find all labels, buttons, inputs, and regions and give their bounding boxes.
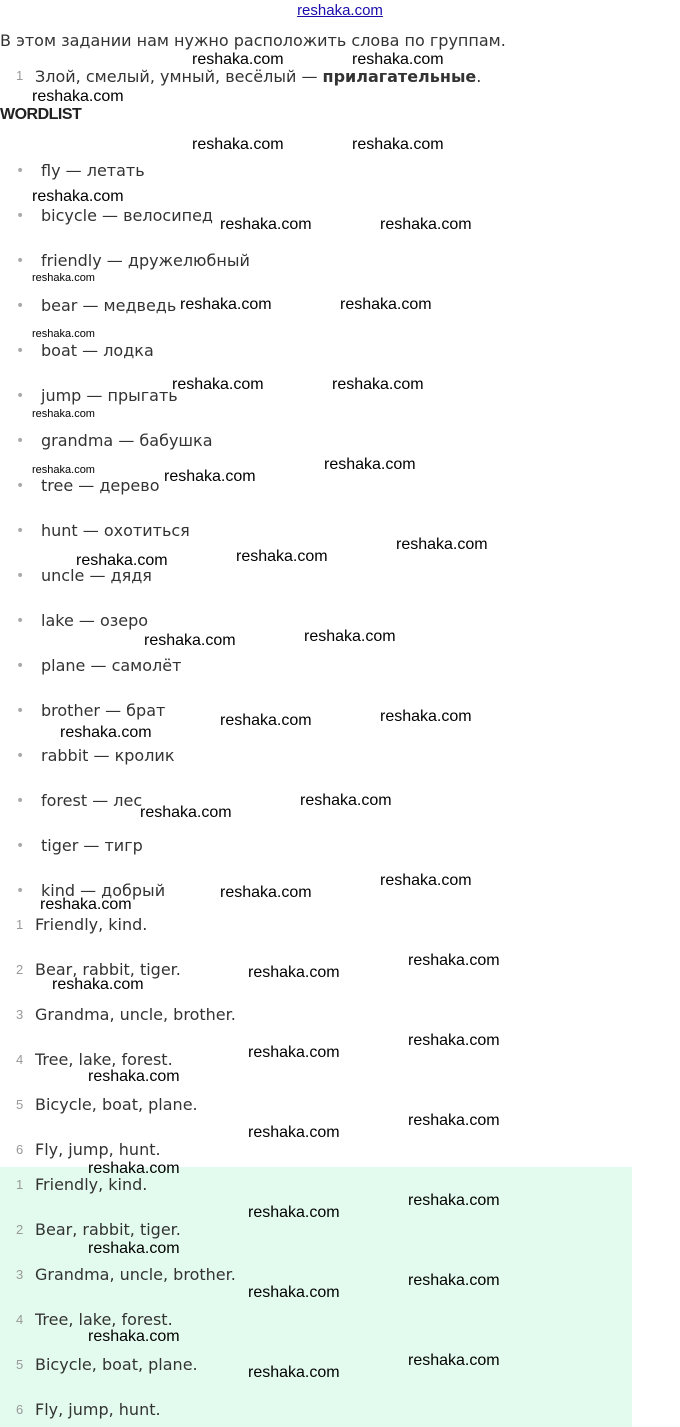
word-item: tiger — тигр — [41, 836, 143, 855]
bullet-icon: • — [16, 208, 25, 224]
watermark: reshaka.com — [32, 88, 124, 105]
watermark: reshaka.com — [248, 1124, 340, 1141]
watermark: reshaka.com — [304, 628, 396, 645]
watermark: reshaka.com — [164, 468, 256, 485]
watermark: reshaka.com — [192, 51, 284, 68]
watermark: reshaka.com — [380, 708, 472, 725]
word-item: tree — дерево — [41, 476, 160, 495]
watermark: reshaka.com — [248, 964, 340, 981]
watermark: reshaka.com — [40, 896, 132, 913]
bullet-icon: • — [16, 523, 25, 539]
word-item: uncle — дядя — [41, 566, 152, 585]
watermark: reshaka.com — [248, 1284, 340, 1301]
word-item: grandma — бабушка — [41, 431, 213, 450]
group-text: Friendly, kind. — [35, 915, 148, 934]
group-number: 5 — [16, 1097, 24, 1112]
watermark: reshaka.com — [172, 376, 264, 393]
group-text: Fly, jump, hunt. — [35, 1400, 161, 1419]
word-item: bear — медведь — [41, 296, 177, 315]
watermark: reshaka.com — [408, 1192, 500, 1209]
group-number: 6 — [16, 1402, 24, 1417]
watermark: reshaka.com — [248, 1044, 340, 1061]
watermark: reshaka.com — [324, 456, 416, 473]
bullet-icon: • — [16, 703, 25, 719]
bullet-icon: • — [16, 613, 25, 629]
bullet-icon: • — [16, 793, 25, 809]
group-number: 2 — [16, 1222, 24, 1237]
bullet-icon: • — [16, 568, 25, 584]
bullet-icon: • — [16, 433, 25, 449]
site-link[interactable]: reshaka.com — [297, 2, 383, 19]
watermark: reshaka.com — [352, 51, 444, 68]
watermark: reshaka.com — [32, 464, 95, 476]
task-text: Злой, смелый, умный, весёлый — прилагательные. — [35, 67, 482, 86]
watermark: reshaka.com — [408, 1272, 500, 1289]
group-text: Grandma, uncle, brother. — [35, 1005, 236, 1024]
watermark: reshaka.com — [144, 632, 236, 649]
bullet-icon: • — [16, 253, 25, 269]
word-item: lake — озеро — [41, 611, 149, 630]
group-number: 5 — [16, 1357, 24, 1372]
watermark: reshaka.com — [88, 1068, 180, 1085]
watermark: reshaka.com — [32, 188, 124, 205]
group-text: Grandma, uncle, brother. — [35, 1265, 236, 1284]
word-item: friendly — дружелюбный — [41, 251, 250, 270]
watermark: reshaka.com — [180, 296, 272, 313]
watermark: reshaka.com — [396, 536, 488, 553]
watermark: reshaka.com — [408, 952, 500, 969]
watermark: reshaka.com — [380, 216, 472, 233]
watermark: reshaka.com — [88, 1240, 180, 1257]
bullet-icon: • — [16, 658, 25, 674]
watermark: reshaka.com — [408, 1112, 500, 1129]
word-item: fly — летать — [41, 161, 145, 180]
group-number: 4 — [16, 1312, 24, 1327]
watermark: reshaka.com — [220, 216, 312, 233]
watermark: reshaka.com — [32, 408, 95, 420]
group-text: Friendly, kind. — [35, 1175, 148, 1194]
watermark: reshaka.com — [408, 1352, 500, 1369]
watermark: reshaka.com — [352, 136, 444, 153]
group-text: Bear, rabbit, tiger. — [35, 1220, 181, 1239]
group-text: Fly, jump, hunt. — [35, 1140, 161, 1159]
watermark: reshaka.com — [332, 376, 424, 393]
group-number: 6 — [16, 1142, 24, 1157]
group-number: 3 — [16, 1267, 24, 1282]
task-number: 1 — [16, 68, 24, 83]
watermark: reshaka.com — [88, 1328, 180, 1345]
group-text: Tree, lake, forest. — [35, 1310, 173, 1329]
bullet-icon: • — [16, 748, 25, 764]
watermark: reshaka.com — [32, 328, 95, 340]
watermark: reshaka.com — [76, 552, 168, 569]
group-text: Bicycle, boat, plane. — [35, 1095, 198, 1114]
watermark: reshaka.com — [380, 872, 472, 889]
bullet-icon: • — [16, 388, 25, 404]
bullet-icon: • — [16, 478, 25, 494]
bullet-icon: • — [16, 298, 25, 314]
group-number: 3 — [16, 1007, 24, 1022]
word-item: hunt — охотиться — [41, 521, 190, 540]
group-text: Bicycle, boat, plane. — [35, 1355, 198, 1374]
word-item: kind — добрый — [41, 881, 166, 900]
watermark: reshaka.com — [408, 1032, 500, 1049]
word-item: bicycle — велосипед — [41, 206, 213, 225]
word-item: brother — брат — [41, 701, 166, 720]
word-item: plane — самолёт — [41, 656, 182, 675]
watermark: reshaka.com — [220, 884, 312, 901]
watermark: reshaka.com — [236, 548, 328, 565]
group-number: 4 — [16, 1052, 24, 1067]
word-item: jump — прыгать — [41, 386, 178, 405]
watermark: reshaka.com — [140, 804, 232, 821]
group-text: Tree, lake, forest. — [35, 1050, 173, 1069]
group-number: 1 — [16, 1177, 24, 1192]
watermark: reshaka.com — [192, 136, 284, 153]
watermark: reshaka.com — [340, 296, 432, 313]
bullet-icon: • — [16, 343, 25, 359]
wordlist-title: WORDLIST — [0, 106, 82, 123]
watermark: reshaka.com — [248, 1364, 340, 1381]
watermark: reshaka.com — [220, 712, 312, 729]
word-item: rabbit — кролик — [41, 746, 175, 765]
task-bold: прилагательные — [322, 67, 477, 86]
watermark: reshaka.com — [248, 1204, 340, 1221]
bullet-icon: • — [16, 883, 25, 899]
group-text: Bear, rabbit, tiger. — [35, 960, 181, 979]
word-item: forest — лес — [41, 791, 143, 810]
bullet-icon: • — [16, 838, 25, 854]
group-number: 2 — [16, 962, 24, 977]
watermark: reshaka.com — [32, 272, 95, 284]
watermark: reshaka.com — [300, 792, 392, 809]
intro-text: В этом задании нам нужно расположить слова по группам. — [0, 31, 506, 50]
bullet-icon: • — [16, 163, 25, 179]
watermark: reshaka.com — [60, 724, 152, 741]
watermark: reshaka.com — [88, 1160, 180, 1177]
watermark: reshaka.com — [52, 976, 144, 993]
group-number: 1 — [16, 917, 24, 932]
word-item: boat — лодка — [41, 341, 154, 360]
